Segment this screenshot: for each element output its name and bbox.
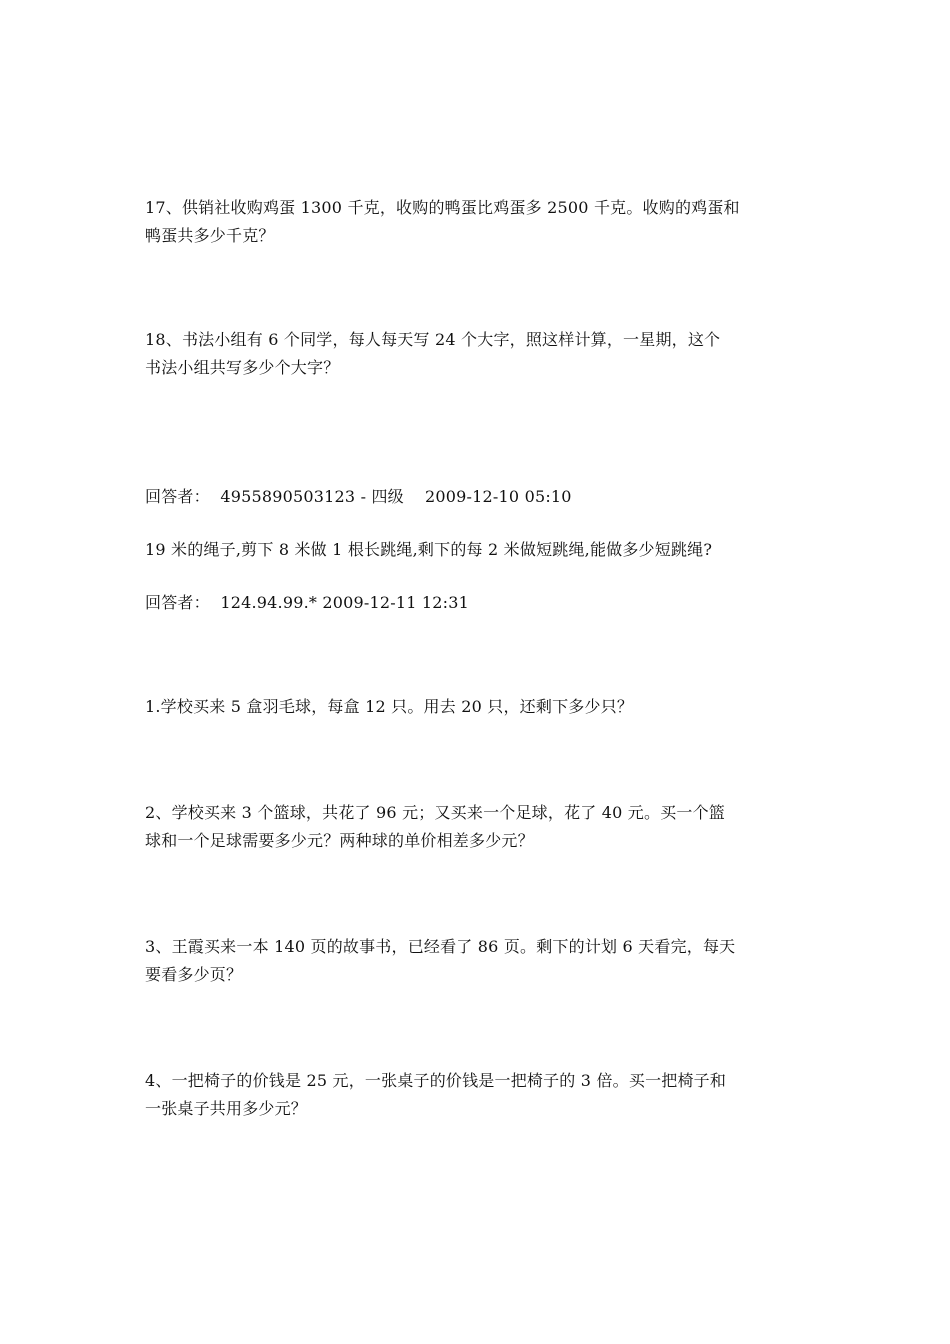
question-18-line-2: 书法小组共写多少个大字？ bbox=[145, 358, 340, 377]
question-17-line-1: 17、供销社收购鸡蛋 1300 千克，收购的鸭蛋比鸡蛋多 2500 千克。收购的鸡蛋和 bbox=[145, 198, 740, 217]
answerer-info-2: 回答者： 124.94.99.* 2009-12-11 12:31 bbox=[145, 593, 470, 612]
problem-3-line-2: 要看多少页？ bbox=[145, 965, 243, 984]
problem-2-line-1: 2、学校买来 3 个篮球，共花了 96 元；又买来一个足球，花了 40 元。买一个篮 bbox=[145, 803, 725, 822]
answerer-info-1: 回答者： 4955890503123 - 四级 2009-12-10 05:10 bbox=[145, 487, 572, 506]
problem-4-line-1: 4、一把椅子的价钱是 25 元，一张桌子的价钱是一把椅子的 3 倍。买一把椅子和 bbox=[145, 1071, 727, 1090]
problem-2-line-2: 球和一个足球需要多少元？两种球的单价相差多少元？ bbox=[145, 831, 534, 850]
problem-3-line-1: 3、王霞买来一本 140 页的故事书，已经看了 86 页。剩下的计划 6 天看完，每天 bbox=[145, 937, 736, 956]
question-17-line-2: 鸭蛋共多少千克？ bbox=[145, 226, 275, 245]
problem-4-line-2: 一张桌子共用多少元？ bbox=[145, 1099, 308, 1118]
problem-1: 1.学校买来 5 盒羽毛球，每盒 12 只。用去 20 只，还剩下多少只？ bbox=[145, 697, 634, 716]
question-19: 19 米的绳子,剪下 8 米做 1 根长跳绳,剩下的每 2 米做短跳绳,能做多少短跳绳? bbox=[145, 540, 713, 559]
question-18-line-1: 18、书法小组有 6 个同学，每人每天写 24 个大字，照这样计算，一星期，这个 bbox=[145, 330, 721, 349]
